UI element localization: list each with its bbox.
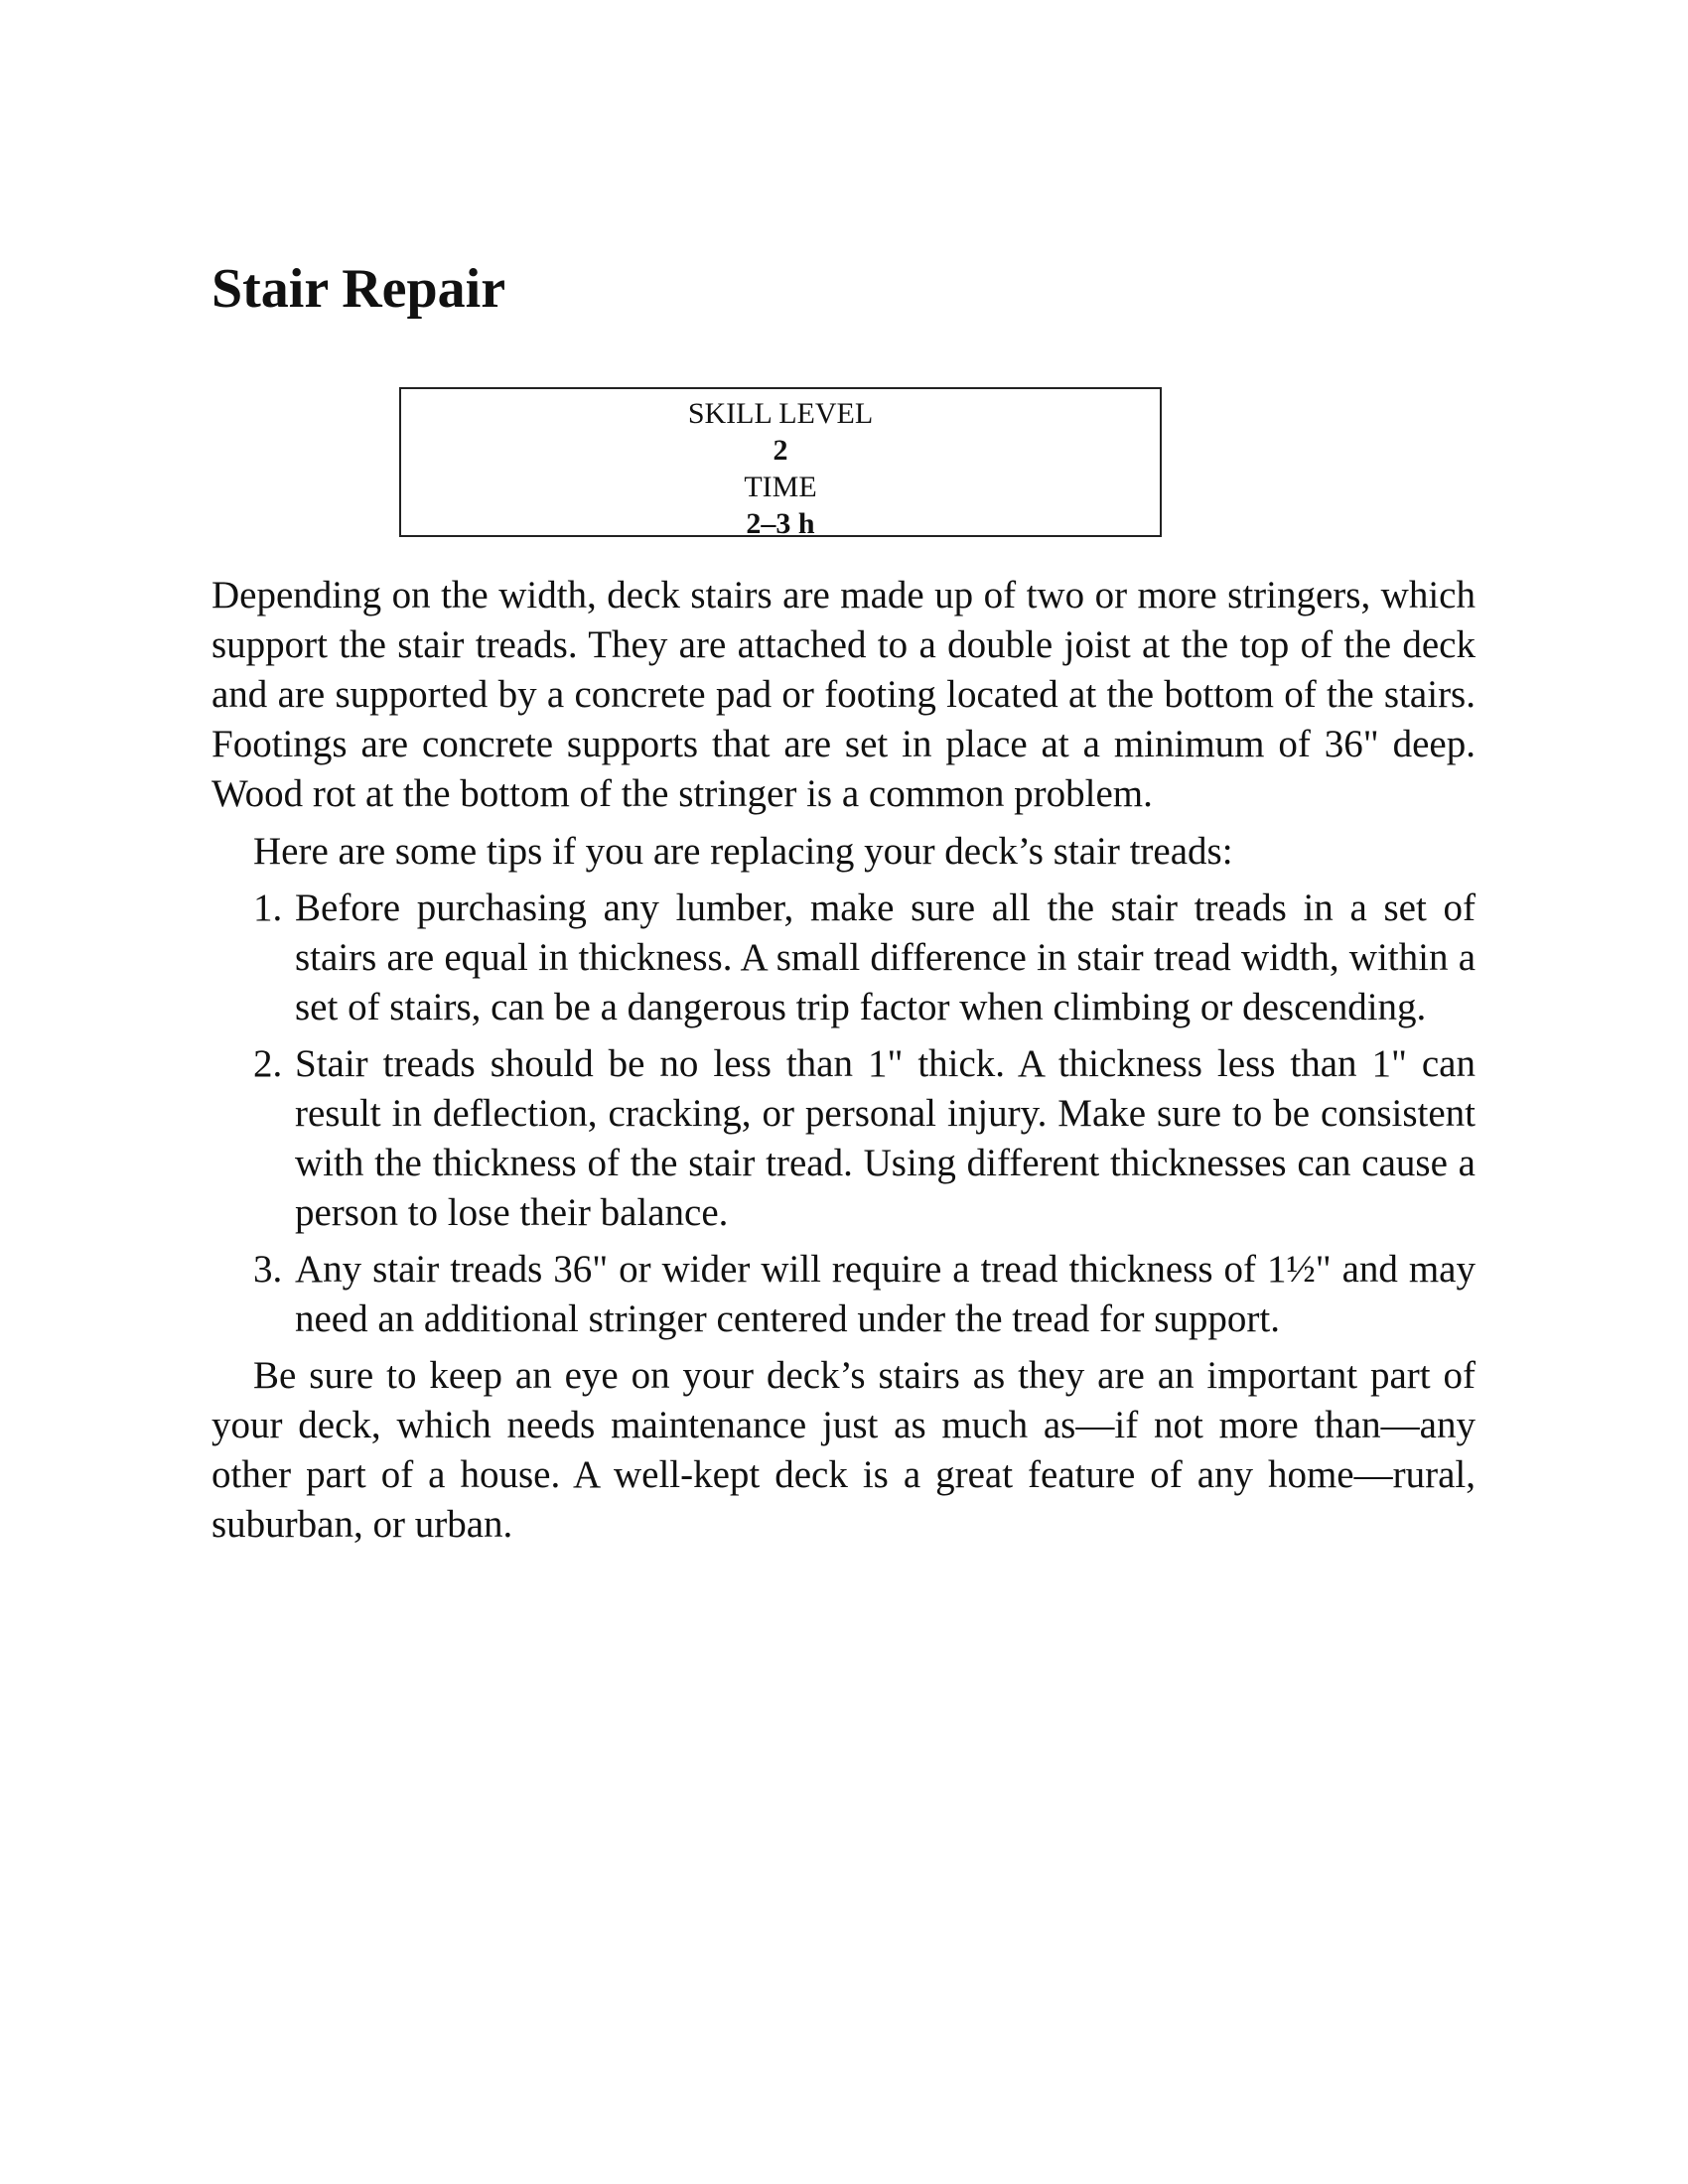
tip-text-1: Before purchasing any lumber, make sure all the stair treads in a set of stairs are equal in thickness. A small difference in stair tread width, within a set of stairs, can be a dangerous trip factor when climbing or descending.: [295, 887, 1476, 1028]
time-label: TIME: [744, 471, 817, 503]
skill-level-value: 2: [773, 434, 788, 467]
tip-item-3: [211, 1245, 1476, 1344]
tip-number-1: 1.: [253, 887, 283, 929]
tip-text-3: Any stair treads 36" or wider will require a tread thickness of 1½" and may need an additional stringer centered under the tread for support.: [295, 1248, 1476, 1340]
skill-time-box: [399, 387, 1162, 540]
tips-lead-paragraph: Here are some tips if you are replacing your deck’s stair treads:: [253, 830, 1233, 873]
tip-item-1: [211, 884, 1476, 1032]
page-title: Stair Repair: [211, 258, 506, 320]
tip-item-2: [211, 1039, 1476, 1238]
intro-paragraph: Depending on the width, deck stairs are made up of two or more stringers, which support the stair treads. They are attached to a double joist at the top of the deck and are supported by a concrete pad or footing located at the bottom of the stairs. Footings are concrete supports that are set in place at a minimum of 36" deep. Wood rot at the bottom of the stringer is a common problem.: [211, 574, 1476, 815]
tip-number-2: 2.: [253, 1042, 283, 1085]
article-body: [211, 571, 1476, 1550]
time-value: 2–3 h: [746, 507, 815, 540]
skill-level-label: SKILL LEVEL: [687, 397, 874, 430]
closing-paragraph: Be sure to keep an eye on your deck’s stairs as they are an important part of your deck, which needs maintenance just as much as—if not more than—any other part of a house. A well-kept deck is a great feature of any home—rural, suburban, or urban.: [211, 1354, 1476, 1546]
tip-number-3: 3.: [253, 1248, 283, 1291]
tip-text-2: Stair treads should be no less than 1" thick. A thickness less than 1" can result in deflection, cracking, or personal injury. Make sure to be consistent with the thickness of the stair tread. Using different thicknesses can cause a person to lose their balance.: [295, 1042, 1476, 1234]
tips-list: [211, 884, 1476, 1344]
